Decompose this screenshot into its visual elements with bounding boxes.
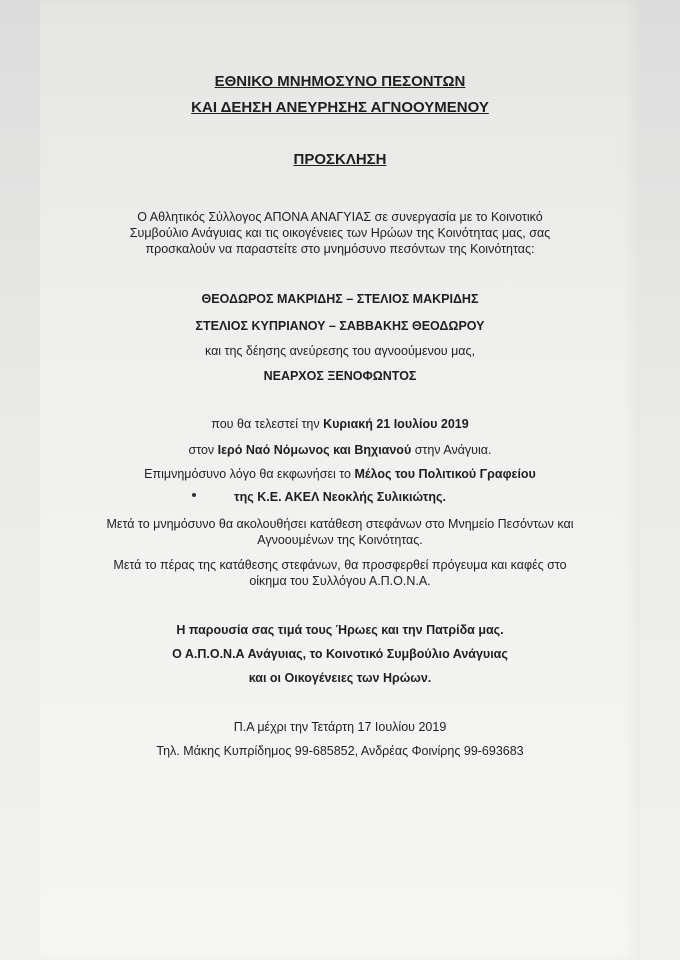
breakfast-line-1: Μετά το πέρας της κατάθεσης στεφάνων, θα προσφερθεί πρόγευμα και καφές στο	[113, 558, 567, 572]
place-prefix: στον	[188, 443, 218, 457]
speech-role: Μέλος του Πολιτικού Γραφείου	[354, 467, 536, 481]
closing-line-2: Ο Α.Π.Ο.Ν.Α Ανάγυιας, το Κοινοτικό Συμβούλιο Ανάγυιας	[172, 647, 508, 661]
breakfast-line-2: οίκημα του Συλλόγου Α.Π.Ο.Ν.Α.	[249, 574, 431, 588]
rsvp-contacts: Τηλ. Μάκης Κυπρίδημος 99-685852, Ανδρέας Φοινίρης 99-693683	[156, 744, 524, 758]
ceremony-date: Κυριακή 21 Ιουλίου 2019	[323, 417, 469, 431]
date-prefix: που θα τελεστεί την	[211, 417, 324, 431]
intro-line-1: Ο Αθλητικός Σύλλογος ΑΠΟΝΑ ΑΝΑΓΥΙΑΣ σε συνεργασία με το Κοινοτικό	[137, 210, 543, 224]
intro-line-2: Συμβούλιο Ανάγυιας και τις οικογένειες των Ηρώων της Κοινότητας μας, σας	[129, 226, 551, 240]
wreath-line-2: Αγνοουμένων της Κοινότητας.	[257, 533, 423, 547]
place-suffix: στην Ανάγυια.	[411, 443, 492, 457]
closing-line-3: και οι Οικογένειες των Ηρώων.	[248, 671, 432, 685]
title-line-1: ΕΘΝΙΚΟ ΜΝΗΜΟΣΥΝΟ ΠΕΣΟΝΤΩΝ	[214, 73, 466, 90]
rsvp-deadline: Π.Α μέχρι την Τετάρτη 17 Ιουλίου 2019	[233, 720, 447, 734]
ceremony-date-line	[0, 416, 680, 432]
speaker-line: της Κ.Ε. ΑΚΕΛ Νεοκλής Συλικιώτης.	[234, 490, 446, 504]
ceremony-place-line	[0, 442, 680, 458]
honorees-connector: και της δέησης ανεύρεσης του αγνοούμενου μας,	[204, 344, 476, 358]
ceremony-place: Ιερό Ναό Νόμωνος και Βηχιανού	[217, 443, 412, 457]
missing-person-name: ΝΕΑΡΧΟΣ ΞΕΝΟΦΩΝΤΟΣ	[263, 369, 417, 383]
honorees-line-2: ΣΤΕΛΙΟΣ ΚΥΠΡΙΑΝΟΥ – ΣΑΒΒΑΚΗΣ ΘΕΟΔΩΡΟΥ	[195, 319, 485, 333]
invitation-heading: ΠΡΟΣΚΛΗΣΗ	[293, 151, 387, 168]
honorees-line-1: ΘΕΟΔΩΡΟΣ ΜΑΚΡΙΔΗΣ – ΣΤΕΛΙΟΣ ΜΑΚΡΙΔΗΣ	[201, 292, 479, 306]
closing-line-1: Η παρουσία σας τιμά τους Ήρωες και την Πατρίδα μας.	[176, 623, 504, 637]
intro-line-3: προσκαλούν να παραστείτε στο μνημόσυνο πεσόντων της Κοινότητας:	[145, 242, 535, 256]
wreath-line-1: Μετά το μνημόσυνο θα ακολουθήσει κατάθεση στεφάνων στο Μνημείο Πεσόντων και	[106, 517, 574, 531]
speech-prefix: Επιμνημόσυνο λόγο θα εκφωνήσει το	[144, 467, 355, 481]
speech-line	[0, 466, 680, 482]
title-line-2: ΚΑΙ ΔΕΗΣΗ ΑΝΕΥΡΗΣΗΣ ΑΓΝΟΟΥΜΕΝΟΥ	[191, 99, 489, 116]
